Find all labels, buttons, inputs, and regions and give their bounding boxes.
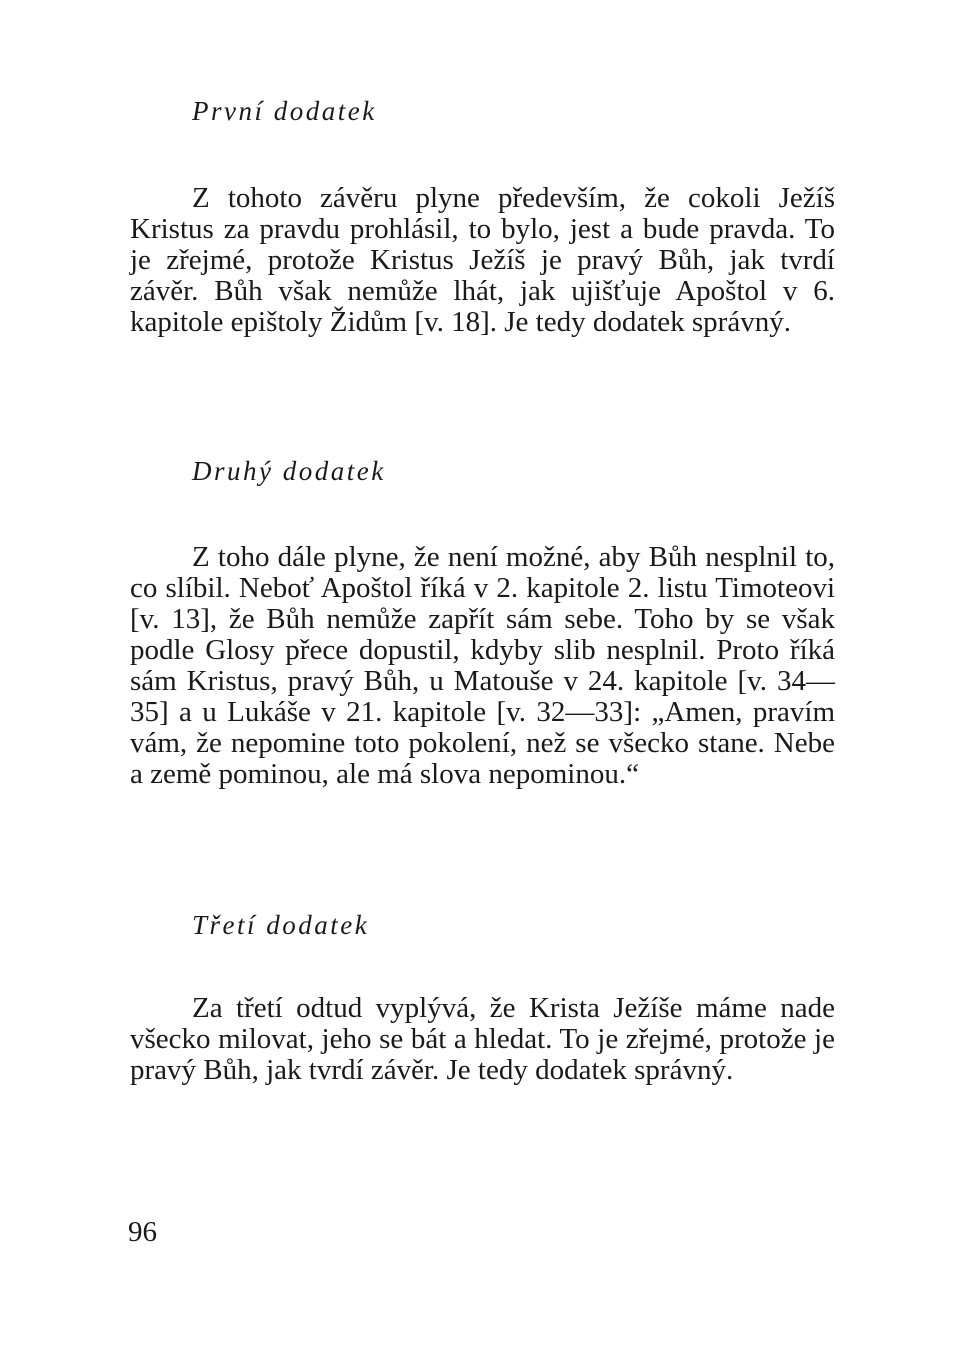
section-paragraph-druhy-dodatek: Z toho dále plyne, že není možné, aby Bůh nesplnil to, co slíbil. Neboť Apoštol říká v 2. kapitole 2. listu Timoteovi [v. 13], že Bůh nemůže zapřít sám sebe. Toho by se však podle Glosy přece dopustil, kdyby slib nesplnil. Proto říká sám Kristus, pravý Bůh, u Matouše v 24. kapitole [v. 34—35] a u Lukáše v 21. kapitole [v. 32—33]: „Amen, pravím vám, že nepomine toto pokolení, než se všecko stane. Nebe a země pominou, ale má slova nepominou.“ (130, 541, 835, 790)
section-paragraph-prvni-dodatek: Z tohoto závěru plyne především, že cokoli Ježíš Kristus za pravdu prohlásil, to bylo, jest a bude pravda. To je zřejmé, protože Kristus Ježíš je pravý Bůh, jak tvrdí závěr. Bůh však nemůže lhát, jak ujišťuje Apoštol v 6. kapitole epištoly Židům [v. 18]. Je tedy dodatek správný. (130, 182, 835, 338)
page-number: 96 (128, 1216, 157, 1248)
section-paragraph-treti-dodatek: Za třetí odtud vyplývá, že Krista Ježíše máme nade všecko milovat, jeho se bát a hledat. To je zřejmé, protože je pravý Bůh, jak tvrdí závěr. Je tedy dodatek správný. (130, 992, 835, 1086)
section-heading-druhy-dodatek: Druhý dodatek (192, 456, 386, 486)
section-heading-treti-dodatek: Třetí dodatek (192, 910, 370, 940)
section-heading-prvni-dodatek: První dodatek (192, 96, 377, 126)
